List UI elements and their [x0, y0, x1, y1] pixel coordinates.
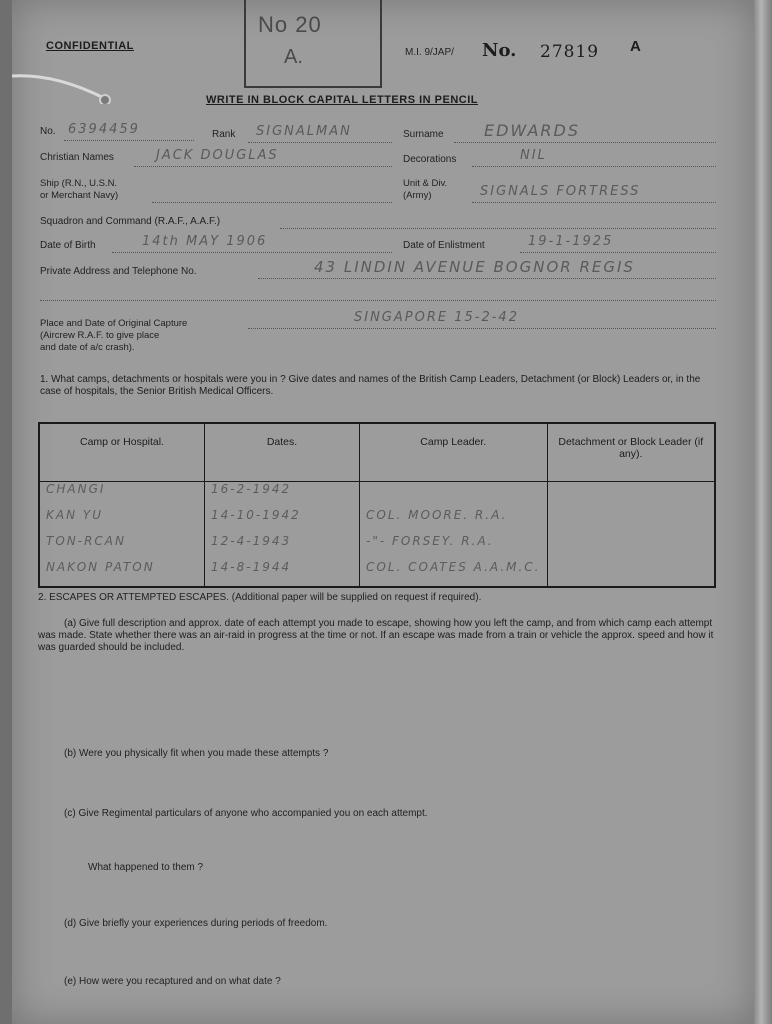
ship-label-2: or Merchant Navy): [40, 190, 119, 201]
squadron-label: Squadron and Command (R.A.F., A.A.F.): [40, 216, 221, 227]
address-value: 43 LINDIN AVENUE BOGNOR REGIS: [314, 258, 635, 276]
question-1-text: 1. What camps, detachments or hospitals were you in ? Give dates and names of the British Camp Leaders, Detachment (or Block) Leaders or, in the case of hospitals, the Senior British Medical Officers.: [40, 374, 701, 397]
enlistment-value: 19-1-1925: [528, 234, 614, 249]
capture-label-3: and date of a/c crash).: [40, 342, 135, 353]
surname-value: EDWARDS: [484, 121, 580, 140]
col-camp-header: Camp or Hospital.: [39, 423, 205, 482]
table-row: [39, 560, 715, 587]
camp-cell: KAN YU: [39, 508, 205, 534]
form-page: [12, 0, 754, 1024]
rank-value: SIGNALMAN: [256, 124, 352, 139]
capture-label-2: (Aircrew R.A.F. to give place: [40, 330, 160, 341]
dates-cell: 16-2-1942: [205, 482, 360, 509]
stamp-number: No 20: [258, 12, 322, 37]
stamp-suffix: A.: [284, 46, 303, 68]
detachment-cell: [547, 560, 715, 587]
dob-value: 14th MAY 1906: [142, 234, 268, 249]
camp-cell: TON-RCAN: [39, 534, 205, 560]
detachment-cell: [547, 508, 715, 534]
surname-label: Surname: [403, 129, 444, 140]
number-mark: No.: [482, 40, 517, 61]
question-2e-text: (e) How were you recaptured and on what date ?: [64, 976, 281, 987]
capture-label-1: Place and Date of Original Capture: [40, 318, 188, 329]
unit-label-1: Unit & Div.: [403, 178, 448, 189]
camp-cell: CHANGI: [39, 482, 205, 509]
question-2a-text: (a) Give full description and approx. date of each attempt you made to escape, showing how you left the camp, and from which camp each attempt was made. State whether there was an air-raid in progress at the time or not. If an escape was made from a train or vehicle the approx. speed and how it was guarded should be included.: [38, 618, 714, 653]
serial-number: 27819: [540, 42, 600, 62]
question-2d-text: (d) Give briefly your experiences during periods of freedom.: [64, 918, 328, 929]
unit-value: SIGNALS FORTRESS: [480, 184, 641, 199]
address-label: Private Address and Telephone No.: [40, 266, 197, 277]
camp-cell: NAKON PATON: [39, 560, 205, 587]
table-row: [39, 534, 715, 560]
col-detachment-header: Detachment or Block Leader (if any).: [547, 423, 715, 482]
table-row: [39, 508, 715, 534]
dob-label: Date of Birth: [40, 240, 96, 251]
rank-label: Rank: [212, 129, 236, 140]
enlistment-label: Date of Enlistment: [403, 240, 485, 251]
question-2c-follow-text: What happened to them ?: [88, 862, 204, 873]
decorations-label: Decorations: [403, 154, 457, 165]
leader-cell: COL. MOORE. R.A.: [360, 508, 548, 534]
mi-reference: M.I. 9/JAP/: [405, 47, 454, 58]
question-2-heading: 2. ESCAPES OR ATTEMPTED ESCAPES. (Additional paper will be supplied on request if required).: [38, 592, 482, 603]
serial-suffix: A: [630, 38, 641, 55]
ship-label-1: Ship (R.N., U.S.N.: [40, 178, 118, 189]
leader-cell: COL. COATES A.A.M.C.: [360, 560, 548, 587]
instruction-title: WRITE IN BLOCK CAPITAL LETTERS IN PENCIL: [206, 94, 478, 106]
leader-cell: -"- FORSEY. R.A.: [360, 534, 548, 560]
page-edge: [754, 0, 772, 1024]
stamp-box: [244, 0, 382, 88]
no-value: 6394459: [68, 122, 140, 137]
col-leader-header: Camp Leader.: [360, 423, 548, 482]
dates-cell: 14-10-1942: [205, 508, 360, 534]
unit-label-2: (Army): [403, 190, 432, 201]
question-2b-text: (b) Were you physically fit when you made these attempts ?: [64, 748, 329, 759]
christian-names-value: JACK DOUGLAS: [156, 148, 279, 163]
capture-value: SINGAPORE 15-2-42: [354, 310, 519, 325]
no-label: No.: [40, 126, 56, 137]
leader-cell: [360, 482, 548, 509]
christian-names-label: Christian Names: [40, 152, 114, 163]
question-2c-text: (c) Give Regimental particulars of anyone who accompanied you on each attempt.: [64, 808, 428, 819]
detachment-cell: [547, 482, 715, 509]
col-dates-header: Dates.: [205, 423, 360, 482]
camps-table: [38, 422, 716, 588]
decorations-value: NIL: [520, 148, 547, 163]
string-tag-icon: [12, 64, 120, 104]
table-row: [39, 482, 715, 509]
detachment-cell: [547, 534, 715, 560]
dates-cell: 12-4-1943: [205, 534, 360, 560]
dates-cell: 14-8-1944: [205, 560, 360, 587]
confidential-label: CONFIDENTIAL: [46, 40, 134, 52]
